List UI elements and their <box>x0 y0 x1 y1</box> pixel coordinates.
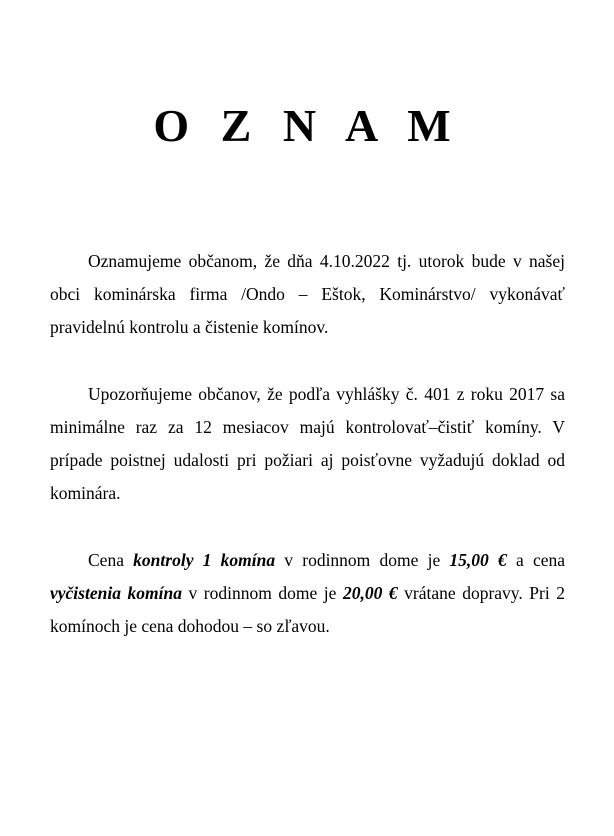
price-text-1: Cena <box>88 550 134 570</box>
price-text-4: v rodinnom dome je <box>181 583 343 603</box>
cleaning-price: 20,00 € <box>342 583 398 603</box>
cleaning-label: vyčistenia komína <box>50 583 182 603</box>
announcement-paragraph: Oznamujeme občanom, že dňa 4.10.2022 tj. utorok bude v našej obci kominárska firma /Ondo – Eštok, Kominárstvo/ vykonávať pravidelnú kontrolu a čistenie komínov. <box>50 251 565 337</box>
regulation-paragraph: Upozorňujeme občanov, že podľa vyhlášky č. 401 z roku 2017 sa minimálne raz za 12 mesiacov majú kontrolovať–čistiť komíny. V prípade poistnej udalosti pri požiari aj poisťovne vyžadujú doklad od kominára. <box>50 384 565 503</box>
page-title: O Z N A M <box>153 100 461 151</box>
price-text-3: a cena <box>506 550 565 570</box>
price-text-5: vrátane dopravy. Pri 2 komínoch je cena dohodou – so zľavou. <box>50 583 566 636</box>
price-text-2: v rodinnom dome je <box>275 550 450 570</box>
inspection-label: kontroly 1 komína <box>133 550 276 570</box>
inspection-price: 15,00 € <box>449 550 507 570</box>
price-paragraph <box>50 544 565 643</box>
